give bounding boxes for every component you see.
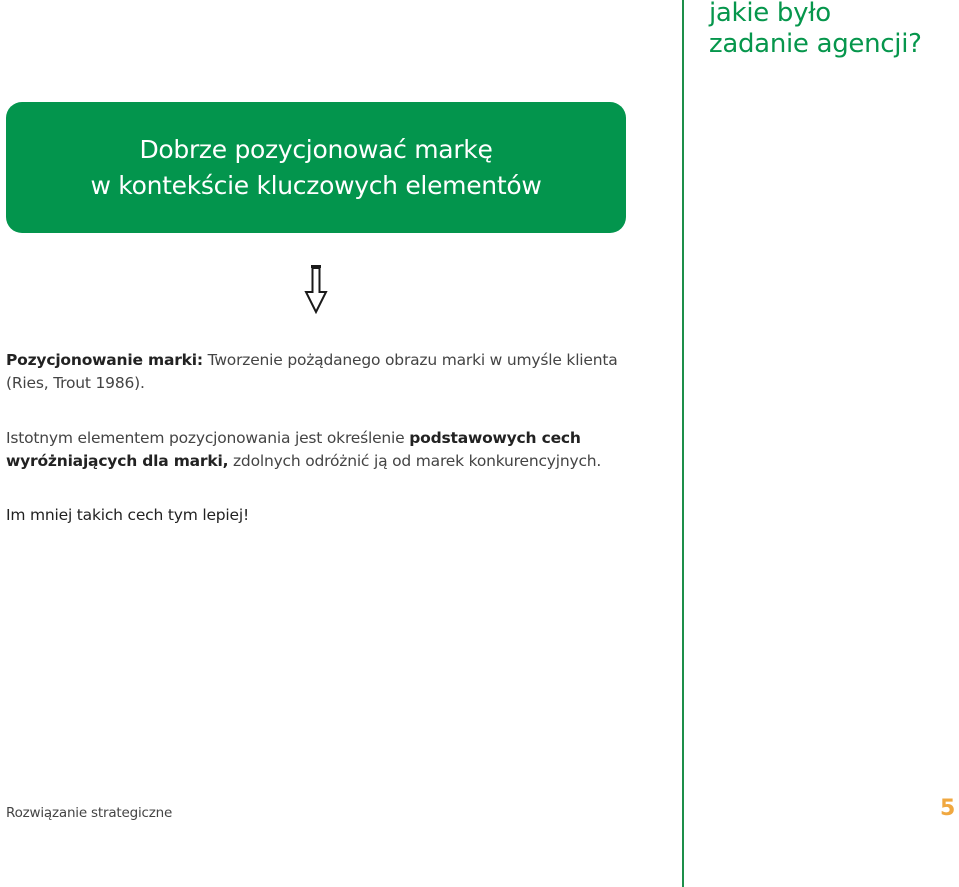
headline-box bbox=[6, 102, 626, 233]
footer-section-label: Rozwiązanie strategiczne bbox=[6, 805, 173, 821]
definition-text: Tworzenie pożądanego obrazu marki w umyśle klienta (Ries, Trout 1986). bbox=[6, 351, 618, 392]
paragraph-text-bold: podstawowych cech wyróżniających dla marki, bbox=[6, 429, 581, 470]
corner-title bbox=[709, 0, 954, 60]
definition-term: Pozycjonowanie marki: bbox=[6, 351, 203, 369]
vertical-divider bbox=[682, 0, 684, 887]
corner-title-line-2: zadanie agencji? bbox=[709, 29, 922, 59]
positioning-definition bbox=[6, 349, 646, 395]
paragraph-text-end: zdolnych odróżnić ją od marek konkurencyjnych. bbox=[228, 452, 602, 470]
paragraph-text-start: Istotnym elementem pozycjonowania jest określenie bbox=[6, 429, 410, 447]
conclusion-text: Im mniej takich cech tym lepiej! bbox=[6, 506, 249, 524]
down-arrow-icon bbox=[304, 264, 328, 314]
headline-line-1: Dobrze pozycjonować markę bbox=[139, 134, 493, 164]
page-number: 5 bbox=[940, 796, 956, 821]
corner-title-line-1: jakie było bbox=[709, 0, 831, 28]
headline-line-2: w kontekście kluczowych elementów bbox=[90, 170, 542, 200]
positioning-paragraph bbox=[6, 427, 666, 473]
